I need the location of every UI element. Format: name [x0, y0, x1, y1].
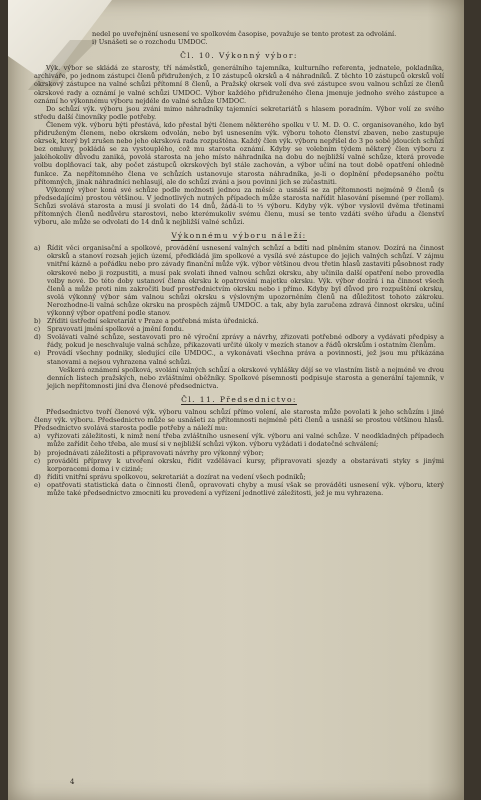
list-marker — [34, 366, 44, 390]
list-item — [34, 481, 444, 497]
list-marker: e) — [34, 480, 41, 489]
list-item — [34, 432, 444, 448]
list-text: vyřizovati záležitosti, k nimž není třeba zvláštního usnesení výk. výboru ani valné schůze. V neodkladných případech může zařídit čeho třeba, ale musí si v nejbližší schůzi výkon. výboru vyžádati i dodatečné schválení; — [47, 432, 444, 449]
list-text: Veškerá oznámení spolková, svolání valných schůzí a okrskové vyhlášky dějí se ve vlastním listě a nejméně ve dvou denních listech pražských, nebo zvláštními oběžníky. Spolkové písemnosti podpisuje starosta a generální tajemník, v jejich nepřítomnosti jiní dva členové předsednictva. — [47, 365, 444, 390]
list-item — [34, 317, 444, 325]
section-10-paragraph: Členem výk. výboru býti přestává, kdo přestal býti členem některého spolku v U. M. D. O. C. organisovaného, kdo byl přidruženým členem, nebo okrskem odvolán, nebo byl usnesením výk. výboru tohoto členství zbaven, nebo zastupuje okrsek, který byl zrušen nebo jeho okrsková rada rozpuštěna. Každý člen výk. výboru nepřišel do 3 po sobě jdoucích schůzí bez omluvy, pokládá se za vystouplého, což mu starosta oznámí. Kdyby se volebním týdem některý člen výboru z jakéhokoliv důvodu zaniká, povolá starosta na jeho místo náhradníka na dobu do nejbližší valné schůze, která provede volbu doplňovací tak, aby počet zástupců okrskových byl stále zachován, a výbor učiní na tout době opatření ohledně funkce. Za nepřítomného člena ve schůzích ustanovuje starosta náhradníka, je-li o doplnění předepsaného počtu přítomných, jinak náhradníci nehlasují, ale do schůzí zváni a jsou povinni jich se zúčastniti. — [34, 120, 444, 186]
list-text: Svolávati valné schůze, sestavovati pro ně výroční zprávy a návrhy, zřizovati potřebné odbory a vydávati předpisy a řády, pokud je neschvaluje valná schůze, přikazovati určité úkoly v mezích stanov a řádů okrskům i ostatním členům. — [47, 333, 444, 350]
list-marker: c) — [34, 325, 41, 334]
list-item — [34, 473, 444, 481]
list-item — [34, 449, 444, 457]
list-marker: a) — [34, 432, 41, 441]
list-item — [34, 366, 444, 390]
list-item — [34, 333, 444, 349]
section-11-heading-text: Čl. 11. Předsednictvo: — [181, 394, 297, 404]
list-marker: e) — [34, 349, 41, 358]
list-marker: d) — [34, 333, 41, 342]
powers-heading — [34, 232, 444, 240]
list-marker: d) — [34, 472, 41, 481]
list-text: projednávati záležitosti a připravovati návrhy pro výkonný výbor; — [47, 448, 264, 457]
list-text: Řídit věci organisační a spolkové, provádění usnesení valných schůzí a bdíti nad plněním stanov. Dozírá na činnost okrsků a stanoví rozsah jejich území, předkládá jim spolkové a vysílá své zástupce do jejich valných schůzí. V zájmu vnitřní kázně a pořádku nebo pro závady finanční může výk. výbor většinou dvou třetin hlasů zastaviti působnost rady okrskové nebo ji rozpustiti, a musí pak svolati ihned valnou schůzi okrsku, aby učinila další opatření nebo provedla volby nové. Do této doby ustanoví člena okrsku k opatrování majetku okrsku. Výk. výbor dozírá i na činnost všech členů a může proti nim zakročiti buď prostřednictvím okrsku nebo i přímo. Kdyby byl důvod pro rozpuštění okrsku, svolá výkonný výbor sám valnou schůzi okrsku s výslovným upozorněním členů na důležitost tohoto zákroku. Nerozhodne-li valná schůze okrsku na prospěch zájmů UMDOC. a tak, aby byla zaručena zdravá činnost okrsku, učiní výkonný výbor opatření podle stanov. — [47, 244, 444, 317]
document-page — [8, 0, 464, 800]
list-marker: b) — [34, 448, 41, 457]
list-text: prováděti přípravy k utvoření okrsku, řídit vzdělávací kursy, připravovati sjezdy a obstarávati styky s jinými korporacemi doma i v cizině; — [47, 456, 444, 473]
document-body — [34, 30, 444, 497]
list-marker: a) — [34, 244, 41, 253]
list-item — [34, 349, 444, 365]
list-text: opatřovati statistická data o činnosti členů, opravovati chyby a musí však se prováděti usnesení výk. výboru, který může také předsednictvo zmocniti ku provedení a vyřízení jednotlivé záležitosti, jež je mu vyhrazena. — [47, 480, 444, 497]
section-10-paragraph: Výkonný výbor koná své schůze podle možnosti jednou za měsíc a usnáší se za přítomnosti nejméně 9 členů (s předsedajícím) prostou většinou. V jednotlivých nutných případech může starosta nařídit hlasování písemné (per rollam). Schůzi svolává starosta a musí ji svolati do 14 dnů, žádá-li to ⅓ výboru. Kdyby výk. výbor vyslovil dvěma třetinami přítomných členů nedůvěru starostovi, nebo kterémukoliv svému členu, musí se tento vzdáti svého úřadu a členství výboru, ale může se odvolati do 14 dnů k nejbližší valné schůzi. — [34, 185, 444, 227]
list-item — [34, 244, 444, 317]
top-line: nedel po uveřejnění usnesení ve spolkovém časopise, považuje se tento protest za odvolání. — [92, 30, 397, 38]
page-number: 4 — [70, 778, 75, 786]
list-item — [34, 457, 444, 473]
powers-heading-text: Výkonnému výboru náleží: — [171, 231, 307, 241]
section-10-paragraph: Do schůzí výk. výboru jsou zváni mimo náhradníky tajemníci sekretariátů s hlasem poradním. Výbor volí ze svého středu další činovníky podle potřeby. — [34, 104, 444, 121]
section-11-intro: Předsednictvo tvoří členové výk. výboru valnou schůzí přímo volení, ale starosta může povolati k jeho schůzím i jiné členy výk. výboru. Předsednictvo může se usnášeti za přítomnosti nejméně pěti členů a usnáší se prostou většinou hlasů. Předsednictvo svolává starosta podle potřeby a náleží mu: — [34, 408, 444, 433]
list-text: Provádí všechny podniky, sledující cíle UMDOC., a vykonávati všechna práva a povinnosti, jež jsou mu přikázána stanovami a nejsou vyhrazena valné schůzi. — [47, 349, 444, 366]
list-text: říditi vnitřní správu spolkovou, sekretariát a dozírat na vedení všech podniků; — [47, 472, 306, 481]
list-marker: b) — [34, 317, 41, 326]
list-text: Zříditi ústřední sekretariát v Praze a potřebná místa úřednická. — [47, 317, 259, 326]
list-text: Spravovati jmění spolkové a jmění fondu. — [47, 325, 184, 334]
section-10-heading: Čl. 10. Výkonný výbor: — [180, 51, 298, 61]
list-marker: c) — [34, 456, 41, 465]
section-10-paragraph: Výk. výbor se skládá ze starosty, tří náměstků, generálního tajemníka, kulturního referenta, jednatele, pokladníka, archiváře, po jednom zástupci členů přidružených, z 10 zástupců okrsků a 4 náhradníků. Z těchto 10 zástupců okrsků volí okrskový zástupce na valné schůzi přítomní 8 členů, a Pražský okrsek volí dva své zástupce svou valnou schůzí ze členů okrskové rady a oznámí je valné schůzi UMDOC. Výbor každého přidruženého člena jmenuje jednoho svého zástupce a oznámí ho výkonnému výboru nejdéle do valné schůze UMDOC. — [34, 64, 444, 105]
section-11-heading — [34, 396, 444, 404]
item-i: i) Usnášeti se o rozchodu UMDOC. — [92, 38, 208, 47]
